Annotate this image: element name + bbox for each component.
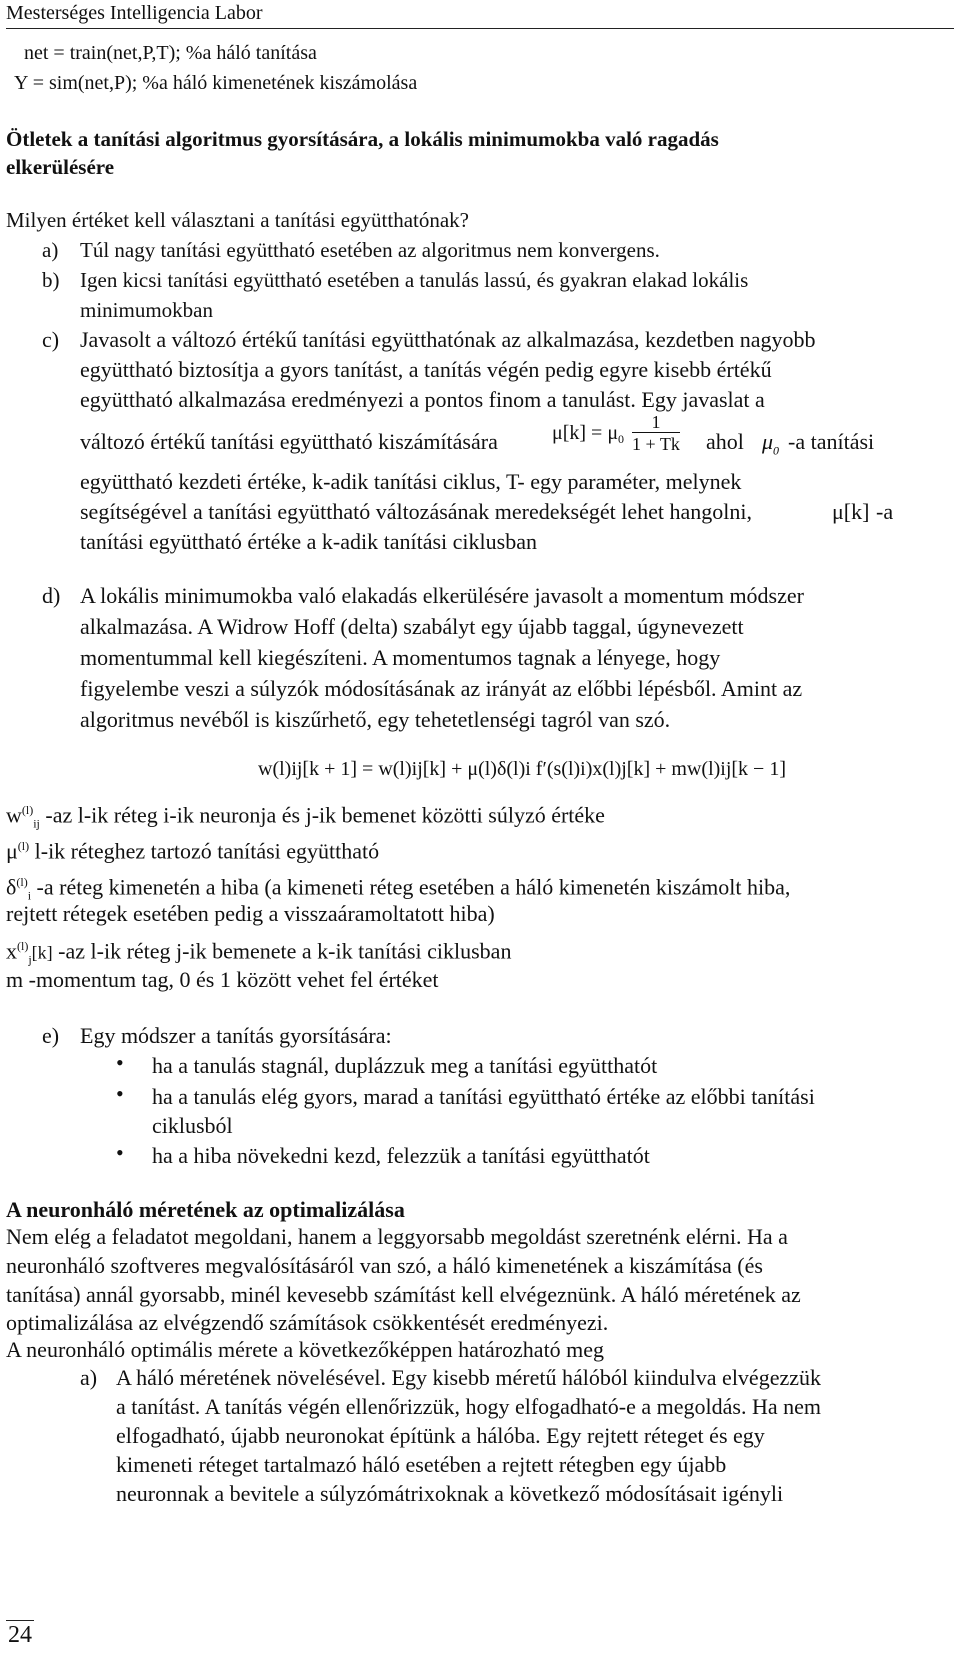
section2-a-line1: A háló méretének növelésével. Egy kisebb méretű hálóból kiindulva elvégezzük [116, 1365, 821, 1390]
section2-a-line4: kimeneti réteget tartalmazó háló esetében a rejtett rétegben egy újabb [116, 1452, 727, 1477]
item-c-line6b: -a [876, 499, 894, 524]
section2-p1-line3: tanítása) annál gyorsabb, minél kevesebb számítást kell elvégeznünk. A háló méretének az [6, 1282, 801, 1307]
section2-p1-line2: neuronháló szoftveres megvalósításáról van szó, a háló kimenetének a kiszámítása (és [6, 1253, 763, 1278]
footer-rule [6, 1620, 34, 1621]
header-rule [6, 28, 954, 29]
item-b-line1: Igen kicsi tanítási együttható esetében a tanulás lassú, és gyakran elakad lokális [80, 268, 749, 292]
item-d-line2: alkalmazása. A Widrow Hoff (delta) szabályt egy újabb taggal, úgynevezett [80, 614, 744, 639]
bullet-dot: • [116, 1081, 124, 1106]
item-c-line7: tanítási együttható értéke a k-adik tanítási ciklusban [80, 529, 537, 554]
item-c-ahol: ahol [706, 429, 744, 454]
item-c-line2: együttható biztosítja a gyors tanítást, a tanítás végén pedig egyre kisebb értékű [80, 357, 772, 382]
question-text: Milyen értéket kell választani a tanítási együtthatónak? [6, 208, 469, 232]
mu-k-symbol: μ[k] [832, 499, 870, 524]
section2-p1-line4: optimalizálása az elvégzendő számítások csökkentését eredményezi. [6, 1310, 609, 1335]
running-header: Mesterséges Intelligencia Labor [6, 2, 263, 24]
page-number: 24 [8, 1622, 32, 1648]
item-a-label: a) [42, 238, 59, 262]
bullet-2-line1: ha a tanulás elég gyors, marad a tanítási együttható értéke az előbbi tanítási [152, 1084, 815, 1109]
item-e-label: e) [42, 1023, 60, 1048]
item-d-line3: momentummal kell kiegészíteni. A momentumos tagnak a lényege, hogy [80, 645, 721, 670]
section-heading-line1: Ötletek a tanítási algoritmus gyorsítására, a lokális minimumokba való ragadás [6, 127, 719, 151]
def-delta-cont: rejtett rétegek esetében pedig a visszaáramoltatott hiba) [6, 901, 495, 926]
def-m: m -momentum tag, 0 és 1 között vehet fel értéket [6, 967, 439, 992]
section2-p2: A neuronháló optimális mérete a következőképpen határozható meg [6, 1337, 605, 1362]
code-line-train: net = train(net,P,T); %a háló tanítása [24, 42, 317, 64]
code-line-sim: Y = sim(net,P); %a háló kimenetének kiszámolása [14, 72, 418, 94]
item-e-title: Egy módszer a tanítás gyorsítására: [80, 1023, 392, 1048]
item-c-line3: együttható alkalmazása eredményezi a pontos finom a tanulást. Egy javaslat a [80, 387, 765, 412]
mu0-symbol: $\mu_0$ [762, 429, 780, 458]
formula-fraction: $\frac{1}{1 + Tk}$ [632, 412, 680, 454]
momentum-formula: w(l)ij[k + 1] = w(l)ij[k] + μ(l)δ(l)i f′(s(l)i)x(l)j[k] + mw(l)ij[k − 1] [258, 758, 786, 780]
section2-a-line5: neuronnak a bevitele a súlyzómátrixoknak a következő módosításait igényli [116, 1481, 784, 1506]
item-d-line4: figyelembe veszi a súlyzók módosításának az irányát az előbbi lépésből. Amint az [80, 676, 803, 701]
item-c-line1: Javasolt a változó értékű tanítási együtthatónak az alkalmazása, kezdetben nagyobb [80, 327, 816, 352]
item-d-line5: algoritmus nevéből is kiszűrhető, egy tehetetlenségi tagról van szó. [80, 707, 671, 732]
section2-a-line3: elfogadható, újabb neuronokat építünk a hálóba. Egy rejtett réteget és egy [116, 1423, 765, 1448]
bullet-dot: • [116, 1050, 124, 1075]
learning-rate-formula: $\mu[k] = \mu_0$ $\frac{1}{1 + Tk}$ [552, 412, 680, 454]
section2-heading: A neuronháló méretének az optimalizálása [6, 1197, 405, 1222]
section2-p1-line1: Nem elég a feladatot megoldani, hanem a leggyorsabb megoldást szeretnénk elérni. Ha a [6, 1224, 788, 1249]
def-delta: $\delta^{(l)}_i$ -a réteg kimenetén a hiba (a kimeneti réteg esetében a háló kimenetén kiszámolt hiba, [6, 874, 791, 903]
item-c-line4c: -a tanítási [788, 429, 875, 454]
section2-a-line2: a tanítást. A tanítás végén ellenőrizzük, hogy elfogadható-e a megoldás. Ha nem [116, 1394, 821, 1419]
item-c-line4a: változó értékű tanítási együttható kiszámítására [80, 429, 498, 454]
item-c-line6a: segítségével a tanítási együttható változásának meredekségét lehet hangolni, [80, 499, 752, 524]
def-mu: $\mu^{(l)}$ l-ik réteghez tartozó tanítási együttható [6, 838, 380, 864]
def-x: $x^{(l)}_j[k]$ -az l-ik réteg j-ik bemenete a k-ik tanítási ciklusban [6, 938, 512, 967]
bullet-1-text: ha a tanulás stagnál, duplázzuk meg a tanítási együtthatót [152, 1053, 658, 1078]
bullet-3-text: ha a hiba növekedni kezd, felezzük a tanítási együtthatót [152, 1143, 650, 1168]
bullet-dot: • [116, 1140, 124, 1165]
item-b-label: b) [42, 268, 60, 292]
item-c-line5: együttható kezdeti értéke, k-adik tanítási ciklus, T- egy paraméter, melynek [80, 469, 742, 494]
item-d-line1: A lokális minimumokba való elakadás elkerülésére javasolt a momentum módszer [80, 583, 804, 608]
def-w: $w^{(l)}_{ij}$ -az l-ik réteg i-ik neuronja és j-ik bemenet közötti súlyzó értéke [6, 802, 605, 831]
item-c-label: c) [42, 327, 60, 352]
section2-a-label: a) [80, 1365, 98, 1390]
item-a-text: Túl nagy tanítási együttható esetében az algoritmus nem konvergens. [80, 238, 660, 262]
section-heading-line2: elkerülésére [6, 155, 115, 179]
item-d-label: d) [42, 583, 61, 608]
item-b-line2: minimumokban [80, 298, 213, 322]
bullet-2-line2: ciklusból [152, 1113, 233, 1138]
